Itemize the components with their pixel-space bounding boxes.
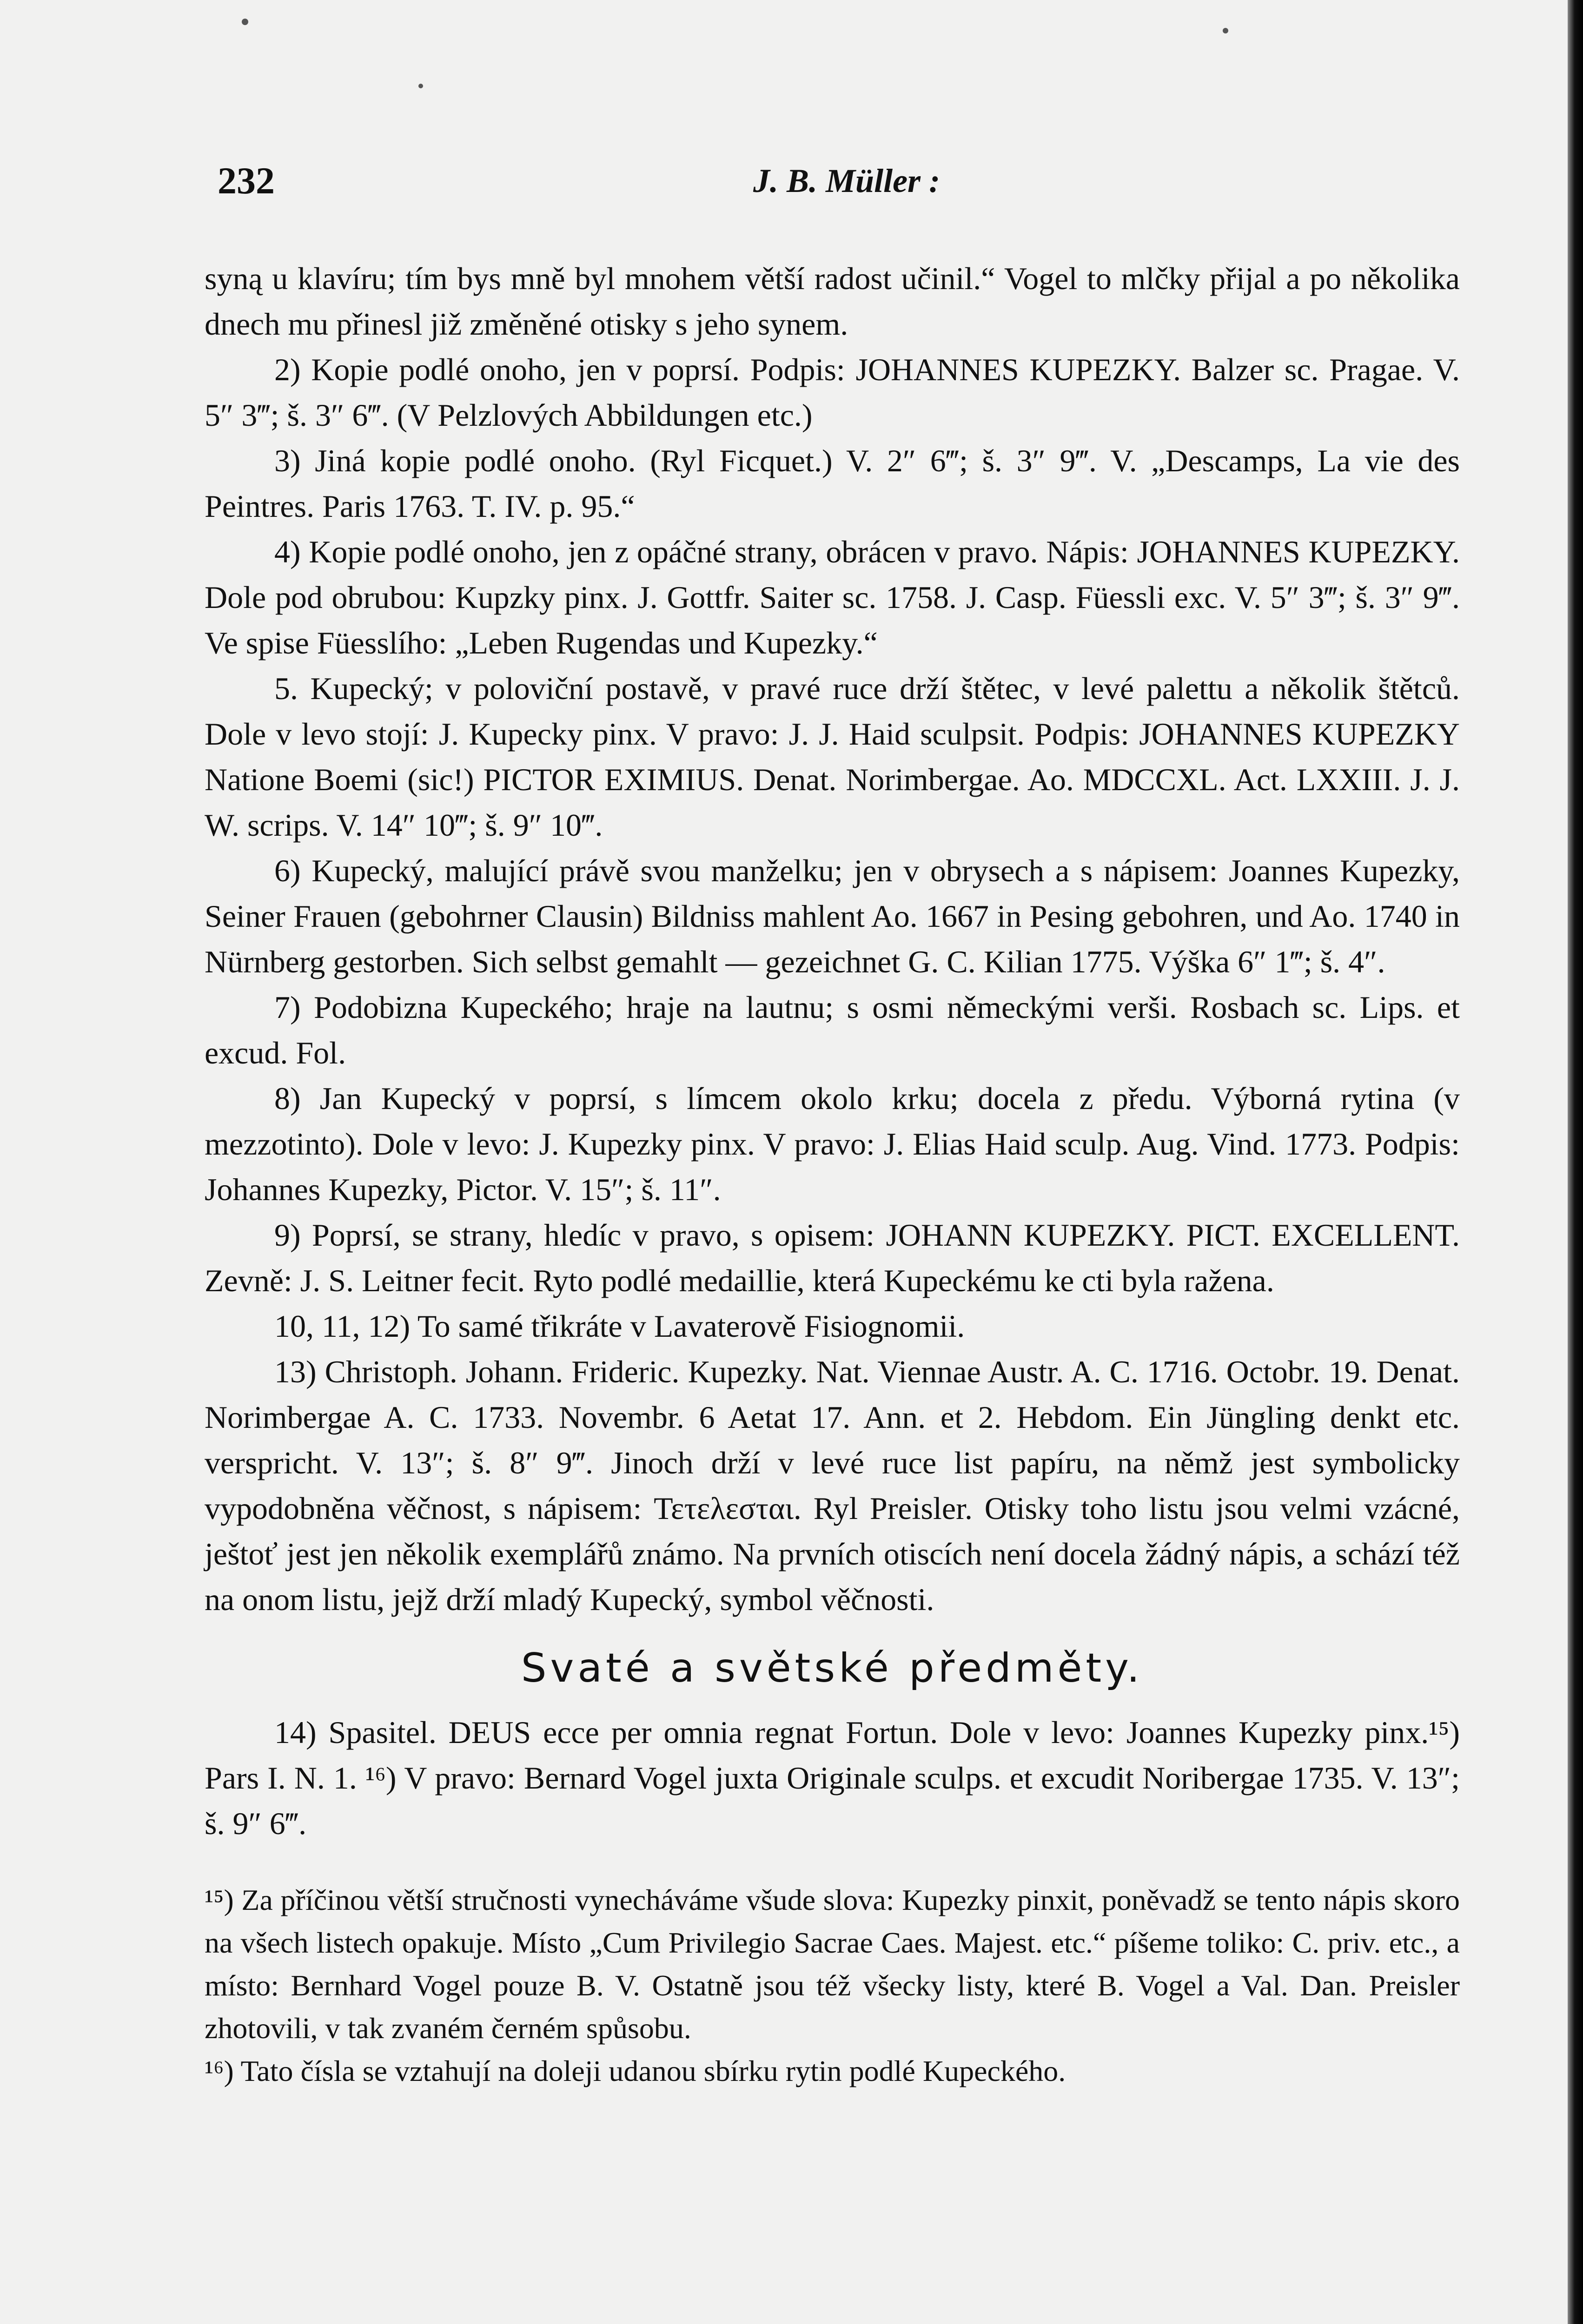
footnote: ¹⁵) Za příčinou větší stručnosti vynecháváme všude slova: Kupezky pinxit, poněvadž se tento nápis skoro na všech listech opakuje. Místo „Cum Privilegio Sacrae Caes. Majest. etc.“ píšeme toliko: C. priv. etc., a místo: Bernhard Vogel pouze B. V. Ostatně jsou též všecky listy, které B. Vogel a Val. Dan. Preisler zhotovili, v tak zvaném černém spůsobu. bbox=[205, 1883, 1460, 2045]
footnote: ¹⁶) Tato čísla se vztahují na doleji udanou sbírku rytin podlé Kupeckého. bbox=[205, 2054, 1066, 2087]
page-number: 232 bbox=[218, 159, 275, 202]
footnotes bbox=[205, 1879, 1460, 2093]
paragraph: 14) Spasitel. DEUS ecce per omnia regnat Fortun. Dole v levo: Joannes Kupezky pinx.¹⁵) Pars I. N. 1. ¹⁶) V pravo: Bernard Vogel juxta Originale sculps. et excudit Noribergae 1735. V. 13″; š. 9″ 6‴. bbox=[205, 1715, 1460, 1841]
section-title: Svaté a světské předměty. bbox=[521, 1645, 1144, 1691]
scan-speck bbox=[242, 19, 248, 25]
paragraph: syną u klavíru; tím bys mně byl mnohem větší radost učinil.“ Vogel to mlčky přijal a po několika dnech mu přinesl již změněné otisky s jeho synem. bbox=[205, 261, 1460, 342]
paragraph: 7) Podobizna Kupeckého; hraje na lautnu; s osmi německými verši. Rosbach sc. Lips. et excud. Fol. bbox=[205, 990, 1460, 1070]
scan-speck bbox=[1223, 28, 1228, 33]
book-page bbox=[205, 158, 1460, 2093]
paragraph: 5. Kupecký; v poloviční postavě, v pravé ruce drží štětec, v levé palettu a několik štětců. Dole v levo stojí: J. Kupecky pinx. V pravo: J. J. Haid sculpsit. Podpis: JOHANNES KUPEZKY Natione Boemi (sic!) PICTOR EXIMIUS. Denat. Norimbergae. Ao. MDCCXL. Act. LXXIII. J. J. W. scrips. V. 14″ 10‴; š. 9″ 10‴. bbox=[205, 671, 1460, 843]
paragraph: 3) Jiná kopie podlé onoho. (Ryl Ficquet.) V. 2″ 6‴; š. 3″ 9‴. V. „Descamps, La vie des Peintres. Paris 1763. T. IV. p. 95.“ bbox=[205, 443, 1460, 524]
paragraph: 10, 11, 12) To samé třikráte v Lavaterově Fisiognomii. bbox=[274, 1308, 965, 1344]
running-head: J. B. Müller : bbox=[753, 162, 941, 199]
paragraph: 9) Poprsí, se strany, hledíc v pravo, s opisem: JOHANN KUPEZKY. PICT. EXCELLENT. Zevně: J. S. Leitner fecit. Ryto podlé medaillie, která Kupeckému ke cti byla ražena. bbox=[205, 1217, 1460, 1298]
page-header bbox=[205, 158, 1460, 209]
paragraph: 4) Kopie podlé onoho, jen z opáčné strany, obrácen v pravo. Nápis: JOHANNES KUPEZKY. Dole pod obrubou: Kupzky pinx. J. Gottfr. Saiter sc. 1758. J. Casp. Füessli exc. V. 5″ 3‴; š. 3″ 9‴. Ve spise Füesslího: „Leben Rugendas und Kupezky.“ bbox=[205, 534, 1460, 660]
scan-edge bbox=[1568, 0, 1583, 2324]
scan-speck bbox=[418, 84, 423, 88]
main-text bbox=[205, 256, 1460, 1846]
paragraph: 2) Kopie podlé onoho, jen v poprsí. Podpis: JOHANNES KUPEZKY. Balzer sc. Pragae. V. 5″ 3‴; š. 3″ 6‴. (V Pelzlových Abbildungen etc.) bbox=[205, 352, 1460, 433]
paragraph: 6) Kupecký, malující právě svou manželku; jen v obrysech a s nápisem: Joannes Kupezky, Seiner Frauen (gebohrner Clausin) Bildniss mahlent Ao. 1667 in Pesing gebohren, und Ao. 1740 in Nürnberg gestorben. Sich selbst gemahlt — gezeichnet G. C. Kilian 1775. Výška 6″ 1‴; š. 4″. bbox=[205, 853, 1460, 979]
paragraph: 8) Jan Kupecký v poprsí, s límcem okolo krku; docela z předu. Výborná rytina (v mezzotinto). Dole v levo: J. Kupezky pinx. V pravo: J. Elias Haid sculp. Aug. Vind. 1773. Podpis: Johannes Kupezky, Pictor. V. 15″; š. 11″. bbox=[205, 1081, 1460, 1207]
paragraph: 13) Christoph. Johann. Frideric. Kupezky. Nat. Viennae Austr. A. C. 1716. Octobr. 19. Denat. Norimbergae A. C. 1733. Novembr. 6 Aetat 17. Ann. et 2. Hebdom. Ein Jüngling denkt etc. verspricht. V. 13″; š. 8″ 9‴. Jinoch drží v levé ruce list papíru, na němž jest symbolicky vypodobněna věčnost, s nápisem: Τετελεσται. Ryl Preisler. Otisky toho listu jsou velmi vzácné, ještoť jest jen několik exemplářů známo. Na prvních otiscích není docela žádný nápis, a schází též na onom listu, jejž drží mladý Kupecký, symbol věčnosti. bbox=[205, 1354, 1460, 1617]
